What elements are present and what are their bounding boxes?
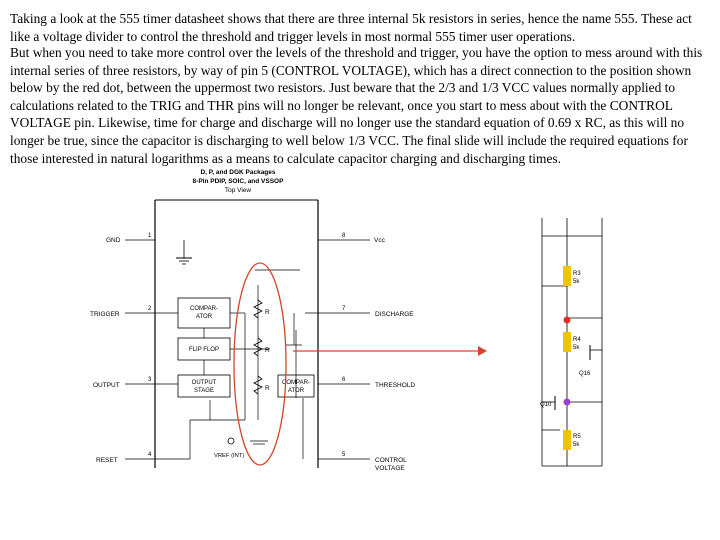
control-voltage-red-dot <box>564 317 571 324</box>
resistor-value: 5k <box>573 345 580 351</box>
resistor-highlight-ellipse <box>234 263 286 465</box>
internal-resistor-1 <box>254 300 270 318</box>
pin-label: TRIGGER <box>90 311 120 318</box>
block-label: COMPAR- <box>190 306 218 312</box>
resistor-name: R3 <box>573 271 581 277</box>
pointer-arrow <box>293 346 487 356</box>
pin-label: OUTPUT <box>93 382 120 389</box>
resistor-value: 5k <box>573 279 580 285</box>
pin-discharge <box>305 306 414 318</box>
resistor-name: R5 <box>573 434 581 440</box>
pin-label: CONTROL <box>375 457 407 464</box>
internal-resistor-3 <box>254 376 270 394</box>
pin-label: DISCHARGE <box>375 311 414 318</box>
pin-reset <box>96 452 155 464</box>
r5-resistor <box>563 430 581 450</box>
flipflop-block <box>178 338 230 360</box>
transistor-label: Q16 <box>579 371 591 377</box>
pin-vcc <box>318 233 386 244</box>
block-label: OUTPUT <box>191 380 217 386</box>
right-schematic <box>542 218 602 466</box>
pin-threshold <box>318 377 415 389</box>
vref-label: VREF (INT) <box>214 453 245 459</box>
pin-number: 4 <box>148 452 152 458</box>
pin-gnd <box>106 233 155 244</box>
r3-resistor <box>563 266 581 286</box>
ground-symbol <box>176 240 192 264</box>
pin-number: 2 <box>148 306 152 312</box>
pin-number: 6 <box>342 377 346 383</box>
resistor-label: R <box>265 347 270 354</box>
pin-number: 1 <box>148 233 152 239</box>
pin-label: GND <box>106 237 121 244</box>
block-label: ATOR <box>287 388 305 394</box>
control-voltage-paragraph: But when you need to take more control over the levels of the threshold and trigger, you have the option to mess around with this internal series of three resistors, by way of pin 5 (CONTROL VOLTAGE), which has a direct connection to the position shown below by the red dot, between the uppermost two resistors. Just beware that the 2/3 and 1/3 VCC values normally applied to calculations related to the TRIG and THR pins will no longer be relevant, once you start to mess about with the CONTROL VOLTAGE pin. Likewise, time for charge and discharge will no longer use the standard equation of 0.69 x RC, as this will no longer be true, since the capacitor is discharging to well below 1/3 VCC. The final slide will include the required equations for those interested in natural logarithms as a means to calculate capacitor charging and discharging times. <box>10 45 703 166</box>
pin-number: 3 <box>148 377 152 383</box>
block-label: ATOR <box>195 314 213 320</box>
pin-trigger <box>90 306 178 318</box>
pin-number: 8 <box>342 233 346 239</box>
pin-control-voltage <box>318 452 407 472</box>
pin-label: RESET <box>96 457 118 464</box>
pin-number: 5 <box>342 452 346 458</box>
package-subtitle: 8-Pin PDIP, SOIC, and VSSOP <box>192 178 284 185</box>
pin-output <box>93 377 178 389</box>
r4-resistor <box>563 332 581 352</box>
transistor-label: Q10 <box>540 402 552 408</box>
internal-resistor-2 <box>254 338 270 356</box>
intro-paragraph: Taking a look at the 555 timer datasheet shows that there are three internal 5k resistors in series, hence the name 555. These act like a voltage divider to control the threshold and trigger levels in most normal 555 timer user operations. <box>10 11 692 44</box>
ic-package <box>155 200 318 468</box>
pin-number: 7 <box>342 306 346 312</box>
resistor-label: R <box>265 309 270 316</box>
block-label: FLIP FLOP <box>189 347 219 353</box>
node-purple-dot <box>564 399 571 406</box>
pin-label: VOLTAGE <box>375 465 405 472</box>
output-stage-block <box>178 375 230 397</box>
pin-label: THRESHOLD <box>375 382 416 389</box>
resistor-value: 5k <box>573 442 580 448</box>
q16-transistor <box>579 345 591 377</box>
block-label: COMPAR- <box>282 380 310 386</box>
package-title: D, P, and DGK Packages <box>200 169 276 176</box>
top-view-label: Top View <box>224 187 252 194</box>
pin-label: Vcc <box>374 237 385 244</box>
resistor-name: R4 <box>573 337 581 343</box>
comparator-top-block <box>178 298 230 328</box>
resistor-label: R <box>265 385 270 392</box>
vref-node <box>214 438 244 459</box>
block-label: STAGE <box>194 388 214 394</box>
